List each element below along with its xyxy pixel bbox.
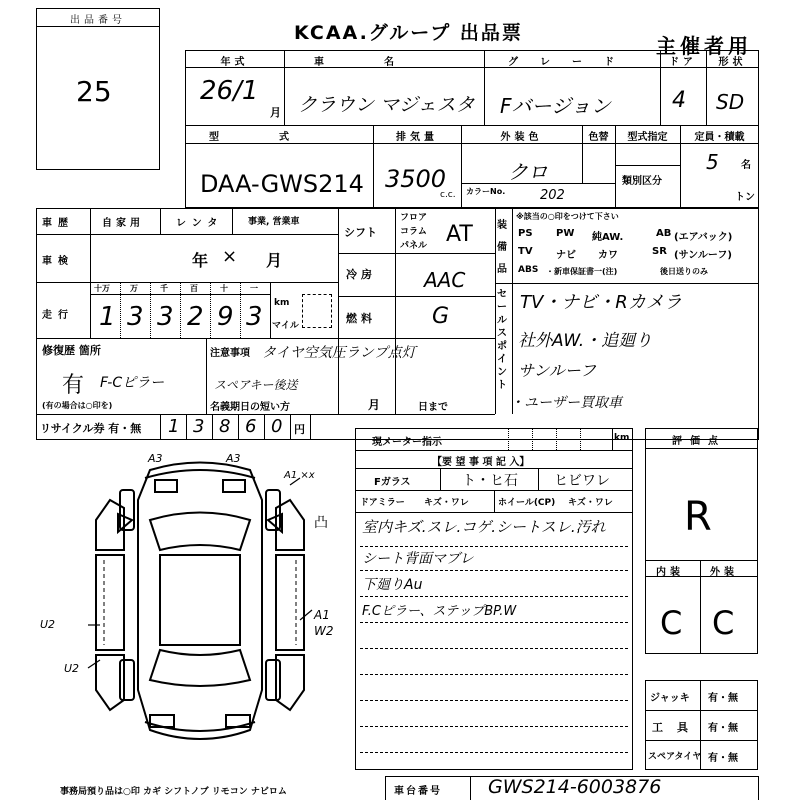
report-line-3: 下廻りAu bbox=[362, 577, 423, 593]
color-code-value: 202 bbox=[540, 188, 565, 203]
mirror-value: キズ・ワレ bbox=[424, 498, 469, 508]
until-month: 月 bbox=[368, 398, 381, 412]
shaken-label: 車検 bbox=[42, 256, 74, 267]
f-glass-value: ト・ヒ石 bbox=[462, 473, 518, 489]
color-label: 外装色 bbox=[500, 132, 543, 143]
classification-label: 類別区分 bbox=[622, 176, 662, 187]
diagram-mark-front-right: A3 bbox=[226, 452, 241, 465]
shaken-year-unit: 年 bbox=[192, 251, 209, 270]
year-value: 26/1 bbox=[200, 76, 259, 106]
digit-header-5: 一 bbox=[250, 284, 258, 293]
wheel-label: ホイール(CP) bbox=[498, 498, 556, 508]
mileage-label: 走行 bbox=[42, 310, 74, 321]
diagram-mark-left-1: U2 bbox=[40, 618, 56, 631]
mirror-label: ドアミラー bbox=[360, 498, 405, 508]
spare-tire-label: スペアタイヤ bbox=[648, 752, 702, 762]
digit-header-4: 十 bbox=[220, 284, 228, 293]
equipment-tv: TV bbox=[518, 246, 533, 257]
grade-label: グレード bbox=[508, 57, 636, 68]
meter-unit: km bbox=[614, 433, 630, 443]
spare-tire-option: 有・無 bbox=[708, 753, 738, 764]
mileage-digit-4: 9 bbox=[217, 302, 234, 332]
equipment-ps: PS bbox=[518, 228, 533, 239]
year-label: 年式 bbox=[220, 57, 249, 68]
shift-label: シフト bbox=[344, 226, 377, 239]
owner-use-label: 主催者用 bbox=[656, 34, 752, 58]
report-line-4: F.Cピラー、ステップBP.W bbox=[362, 604, 517, 619]
exterior-label: 外装 bbox=[710, 567, 738, 578]
f-glass-value-2: ヒビワレ bbox=[554, 473, 610, 489]
cc-unit: c.c. bbox=[440, 190, 456, 200]
wheel-value: キズ・ワレ bbox=[568, 498, 613, 508]
equipment-ab: AB bbox=[656, 228, 672, 239]
chassis-value: GWS214-6003876 bbox=[488, 776, 662, 798]
recycle-digit-3: 6 bbox=[245, 416, 257, 437]
ac-value: AAC bbox=[424, 268, 466, 292]
report-header: 【要 望 事 項 記 入】 bbox=[432, 457, 530, 468]
digit-header-0: 十万 bbox=[94, 284, 110, 293]
exterior-value: C bbox=[712, 604, 735, 642]
door-label: ドア bbox=[669, 57, 697, 68]
shift-option-panel: パネル bbox=[400, 241, 428, 251]
shift-option-floor: フロア bbox=[400, 213, 428, 223]
interior-value: C bbox=[660, 604, 683, 642]
recycle-digit-1: 3 bbox=[193, 416, 205, 437]
jack-label: ジャッキ bbox=[650, 693, 690, 704]
history-label: 車歴 bbox=[42, 218, 74, 229]
digit-header-3: 百 bbox=[190, 284, 198, 293]
tool-label: 工具 bbox=[652, 721, 702, 734]
mileage-digit-5: 3 bbox=[246, 302, 263, 332]
repair-detail: F-Cピラー bbox=[100, 375, 165, 391]
mileage-unit-mile: マイル bbox=[272, 321, 299, 331]
diagram-mark-right: 凸 bbox=[314, 515, 328, 531]
score-value: R bbox=[684, 494, 712, 540]
color-value: クロ bbox=[508, 160, 548, 184]
tool-option: 有・無 bbox=[708, 723, 738, 734]
mileage-digit-1: 3 bbox=[127, 302, 144, 332]
sales-point-label: セールスポイント bbox=[497, 289, 507, 391]
car-name-value: クラウン マジェスタ bbox=[298, 94, 475, 116]
document-title: KCAA.グループ 出品票 bbox=[294, 22, 523, 44]
recycle-unit: 円 bbox=[294, 423, 305, 436]
meter-label: 現メーター指示 bbox=[372, 437, 442, 448]
notes-label: 注意事項 bbox=[210, 348, 250, 359]
type-designation-label: 型式指定 bbox=[627, 132, 668, 143]
history-option-business: 事業, 営業車 bbox=[248, 217, 300, 227]
diagram-mark-top-right: A1 ×x bbox=[284, 470, 315, 481]
sales-point-4: ・ユーザー買取車 bbox=[510, 395, 622, 411]
mileage-digit-3: 2 bbox=[187, 302, 204, 332]
shaken-month-unit: 月 bbox=[266, 251, 283, 270]
color-change-label: 色替 bbox=[588, 132, 609, 143]
recycle-digit-4: 0 bbox=[271, 416, 283, 437]
displacement-label: 排気量 bbox=[396, 132, 438, 143]
model-value: DAA-GWS214 bbox=[200, 170, 364, 198]
equipment-sr: SR bbox=[652, 246, 667, 257]
equipment-aw: 純AW. bbox=[592, 232, 624, 243]
shape-label: 形状 bbox=[718, 57, 747, 68]
ton-unit: トン bbox=[735, 192, 755, 203]
notes-line-1: タイヤ空気圧ランプ点灯 bbox=[262, 345, 416, 361]
repair-footnote: (有の場合は○印を) bbox=[42, 401, 113, 410]
history-option-rental: レンタ bbox=[176, 218, 224, 229]
fuel-label: 燃料 bbox=[346, 312, 376, 325]
diagram-mark-rear-right-1: A1 bbox=[314, 608, 330, 622]
shape-value: SD bbox=[716, 90, 745, 114]
history-option-private: 自家用 bbox=[102, 218, 144, 229]
report-line-1: 室内キズ.スレ.コゲ.シートスレ.汚れ bbox=[362, 518, 606, 536]
shift-value: AT bbox=[446, 222, 473, 247]
mileage-unit-km: km bbox=[274, 298, 290, 308]
diagram-mark-front-left: A3 bbox=[148, 452, 163, 465]
diagram-mark-left-2: U2 bbox=[64, 662, 80, 675]
f-glass-label: Fガラス bbox=[374, 477, 411, 488]
report-line-2: シート背面マブレ bbox=[362, 551, 474, 567]
recycle-digit-2: 8 bbox=[219, 416, 231, 437]
until-day: 日まで bbox=[418, 402, 448, 413]
sales-point-3: サンルーフ bbox=[518, 361, 597, 380]
equipment-camera: カワ bbox=[598, 250, 618, 261]
capacity-unit: 名 bbox=[741, 160, 751, 171]
capacity-value: 5 bbox=[706, 150, 719, 174]
jack-option: 有・無 bbox=[708, 693, 738, 704]
displacement-value: 3500 bbox=[385, 165, 447, 193]
equipment-warranty-note: 後日送りのみ bbox=[660, 267, 708, 276]
chassis-label: 車台番号 bbox=[394, 786, 442, 797]
grade-value: Fバージョン bbox=[500, 94, 611, 118]
car-name-label: 車名 bbox=[314, 57, 454, 68]
repair-value: 有 bbox=[62, 373, 85, 398]
digit-header-1: 万 bbox=[130, 284, 138, 293]
lot-number-label: 出品番号 bbox=[70, 15, 126, 26]
equipment-pw: PW bbox=[556, 228, 575, 239]
color-code-label: カラーNo. bbox=[466, 187, 506, 196]
shift-option-column: コラム bbox=[400, 227, 427, 237]
equipment-label: 装備品 bbox=[497, 220, 507, 275]
equipment-navi: ナビ bbox=[556, 250, 576, 261]
model-label: 型式 bbox=[209, 132, 349, 143]
equipment-ab-note: (エアバック) bbox=[674, 232, 733, 243]
interior-label: 内装 bbox=[656, 567, 684, 578]
lot-number-value: 25 bbox=[76, 75, 112, 108]
mileage-digit-0: 1 bbox=[99, 302, 116, 332]
digit-header-2: 千 bbox=[160, 284, 168, 293]
sales-point-1: TV・ナビ・Rカメラ bbox=[520, 292, 682, 313]
recycle-digit-0: 1 bbox=[168, 416, 180, 437]
diagram-mark-rear-right-2: W2 bbox=[314, 624, 334, 638]
shaken-value: × bbox=[222, 246, 238, 267]
equipment-abs: ABS bbox=[518, 265, 539, 275]
sales-point-2: 社外AW.・追廻り bbox=[518, 331, 653, 351]
fuel-value: G bbox=[432, 304, 450, 329]
mileage-digit-2: 3 bbox=[157, 302, 174, 332]
score-label: 評価点 bbox=[672, 436, 726, 447]
equipment-note: ※該当の○印をつけて下さい bbox=[516, 212, 619, 221]
notes-line-2: スペアキー後送 bbox=[214, 378, 298, 392]
footer-left-text: 事務局預り品は○印 カギ シフトノブ リモコン ナビロム bbox=[60, 787, 287, 797]
equipment-sr-note: (サンルーフ) bbox=[674, 250, 732, 261]
repair-label: 修復歴 箇所 bbox=[42, 344, 101, 357]
recycle-label: リサイクル券 有・無 bbox=[40, 422, 142, 435]
capacity-label: 定員・積載 bbox=[694, 132, 745, 143]
ac-label: 冷房 bbox=[346, 268, 376, 281]
odometer-note: 名義期日の短い方 bbox=[210, 402, 290, 413]
door-value: 4 bbox=[672, 88, 686, 113]
month-unit: 月 bbox=[270, 106, 281, 119]
equipment-warranty: ・新車保証書一(注) bbox=[546, 267, 618, 276]
